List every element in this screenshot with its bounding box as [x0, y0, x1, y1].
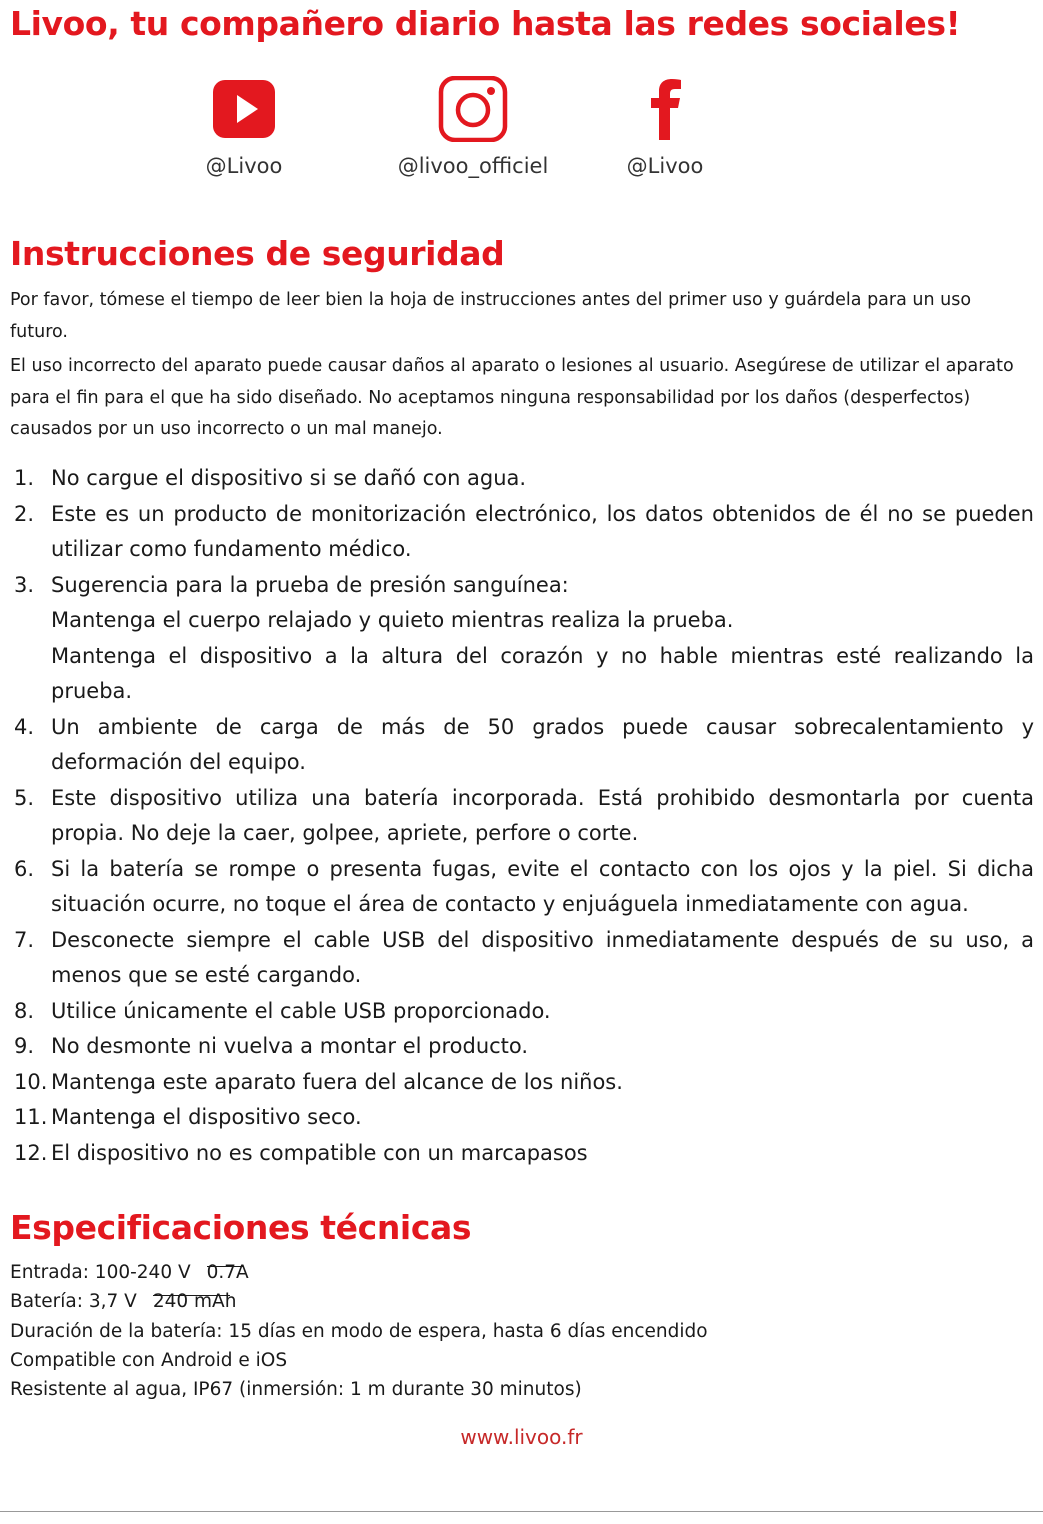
- list-item: [14, 1136, 1034, 1172]
- item-number: 8.: [14, 998, 35, 1023]
- item-number: 9.: [14, 1034, 35, 1058]
- list-item: [14, 994, 1034, 1030]
- list-item: [14, 1029, 1034, 1065]
- item-text: Este dispositivo utiliza una batería incorporada. Está prohibido desmontarla por cuenta propia. No deje la caer, golpee, apriete, perfore o corte.: [51, 785, 1034, 845]
- item-number: 1.: [14, 466, 35, 490]
- list-item: [14, 1065, 1034, 1101]
- item-text: Un ambiente de carga de más de 50 grados puede causar sobrecalentamiento y deformación del equipo.: [51, 714, 1034, 774]
- item-text: Mantenga este aparato fuera del alcance de los niños.: [51, 1069, 623, 1094]
- page-headline: Livoo, tu compañero diario hasta las redes sociales!: [10, 4, 961, 43]
- spec-input: [10, 1258, 708, 1287]
- list-item: [14, 710, 1034, 781]
- instagram-icon[interactable]: [373, 78, 573, 140]
- item-number: 10.: [14, 1069, 48, 1094]
- item-subtext: Mantenga el cuerpo relajado y quieto mientras realiza la prueba.: [51, 608, 734, 632]
- facebook-icon[interactable]: [565, 78, 765, 140]
- facebook-handle[interactable]: @Livoo: [626, 154, 704, 178]
- safety-list: [14, 461, 1034, 1171]
- specs-title: Especificaciones técnicas: [10, 1208, 472, 1247]
- safety-intro: [10, 285, 1032, 446]
- item-text: Sugerencia para la prueba de presión sanguínea:: [51, 572, 569, 597]
- item-text: Utilice únicamente el cable USB proporcionado.: [51, 998, 551, 1023]
- item-number: 2.: [14, 501, 35, 526]
- item-text: No cargue el dispositivo si se dañó con agua.: [51, 466, 527, 490]
- youtube-icon[interactable]: [144, 78, 344, 140]
- spec-battery: [10, 1287, 708, 1316]
- spec-battery-label: Batería: 3,7 V: [10, 1291, 137, 1313]
- dc-symbol-icon: [207, 1258, 249, 1287]
- list-item: [14, 1100, 1034, 1136]
- item-text: Si la batería se rompe o presenta fugas, evite el contacto con los ojos y la piel. Si dicha situación ocurre, no toque el área de contacto y enjuáguela inmediatamente con agua.: [51, 856, 1034, 916]
- social-instagram[interactable]: [373, 78, 573, 178]
- safety-title: Instrucciones de seguridad: [10, 234, 505, 273]
- list-item: [14, 781, 1034, 852]
- item-text: Este es un producto de monitorización electrónico, los datos obtenidos de él no se pueden utilizar como fundamento médico.: [51, 501, 1034, 561]
- item-number: 12.: [14, 1140, 48, 1165]
- spec-input-value: 0.7A: [206, 1262, 249, 1283]
- social-facebook[interactable]: [565, 78, 765, 178]
- item-number: 11.: [14, 1105, 48, 1129]
- bottom-divider: [0, 1511, 1043, 1512]
- item-number: 6.: [14, 856, 35, 881]
- list-item: [14, 497, 1034, 568]
- spec-duration: Duración de la batería: 15 días en modo de espera, hasta 6 días encendido: [10, 1320, 708, 1342]
- dc-symbol-icon: [153, 1287, 237, 1316]
- list-item: [14, 852, 1034, 923]
- item-subtext: Mantenga el dispositivo a la altura del corazón y no hable mientras esté realizando la prueba.: [51, 643, 1034, 703]
- list-item: [14, 568, 1034, 710]
- item-number: 3.: [14, 572, 35, 597]
- specs-list: [10, 1258, 708, 1404]
- item-number: 4.: [14, 714, 35, 739]
- spec-water: Resistente al agua, IP67 (inmersión: 1 m durante 30 minutos): [10, 1379, 582, 1401]
- instagram-handle[interactable]: @livoo_officiel: [397, 154, 549, 178]
- item-number: 7.: [14, 927, 35, 952]
- item-number: 5.: [14, 785, 35, 810]
- social-youtube[interactable]: [144, 78, 344, 178]
- item-text: Mantenga el dispositivo seco.: [51, 1105, 362, 1129]
- item-text: Desconecte siempre el cable USB del dispositivo inmediatamente después de su uso, a menos que se esté cargando.: [51, 927, 1034, 987]
- spec-compat: Compatible con Android e iOS: [10, 1349, 288, 1371]
- list-item: [14, 923, 1034, 994]
- list-item: [14, 461, 1034, 497]
- item-text: No desmonte ni vuelva a montar el producto.: [51, 1034, 529, 1058]
- spec-battery-value: 240 mAh: [152, 1291, 237, 1313]
- footer-url-link[interactable]: www.livoo.fr: [460, 1425, 583, 1449]
- intro-paragraph: El uso incorrecto del aparato puede causar daños al aparato o lesiones al usuario. Asegúrese de utilizar el aparato para el fin para el que ha sido diseñado. No aceptamos ninguna responsabilidad por los daños (desperfectos) causados por un uso incorrecto o un mal manejo.: [10, 356, 1014, 439]
- youtube-handle[interactable]: @Livoo: [205, 154, 283, 178]
- item-text: El dispositivo no es compatible con un marcapasos: [51, 1140, 588, 1165]
- intro-paragraph: Por favor, tómese el tiempo de leer bien la hoja de instrucciones antes del primer uso y guárdela para un uso futuro.: [10, 290, 972, 342]
- spec-input-label: Entrada: 100-240 V: [10, 1262, 191, 1283]
